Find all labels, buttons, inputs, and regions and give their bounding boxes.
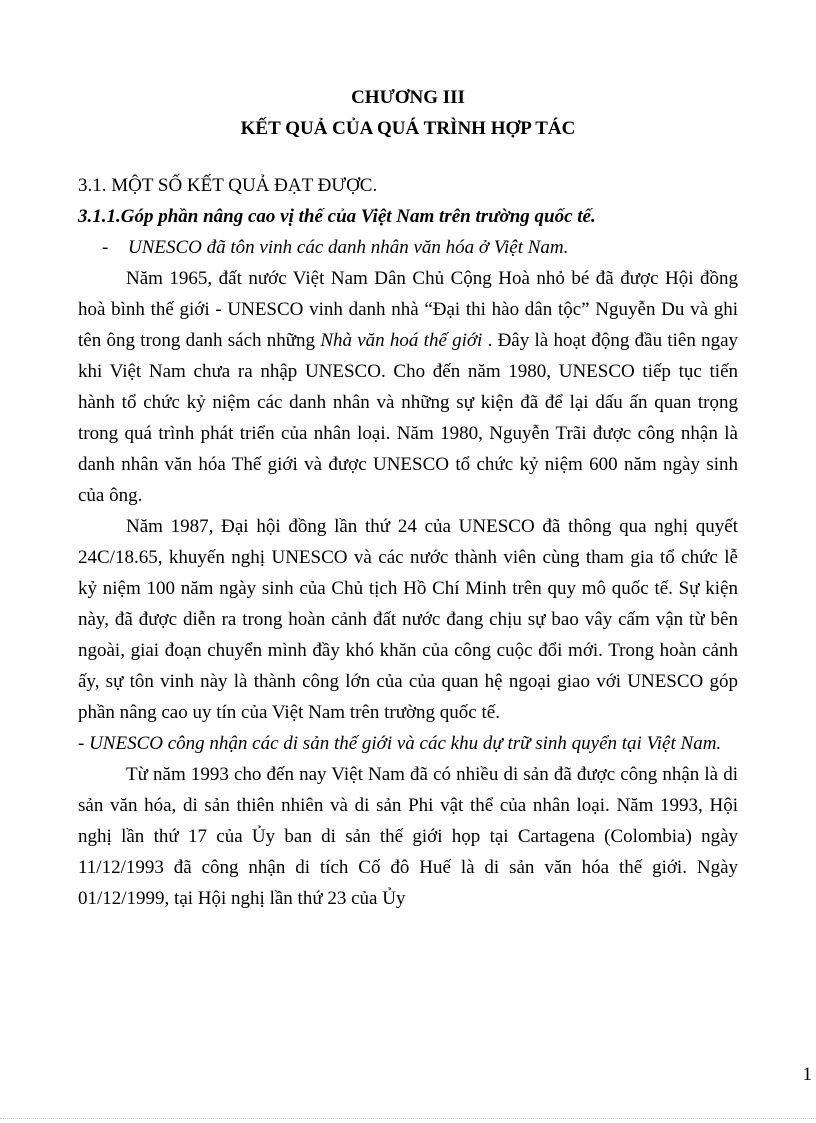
subsection-heading: 3.1.1.Góp phần nâng cao vị thế của Việt Nam trên trường quốc tế.	[78, 206, 596, 227]
paragraph-1-text-b: . Đây là hoạt động đầu tiên ngay khi Việt Nam chưa ra nhập UNESCO. Cho đến năm 1980, UNESCO tiếp tục tiến hành tổ chức kỷ niệm các danh nhân và những sự kiện đã để lại dấu ấn quan trọng trong quá trình phát triển của nhân loại. Năm 1980, Nguyễn Trãi được công nhận là danh nhân văn hóa Thế giới và được UNESCO tổ chức kỷ niệm 600 năm ngày sinh của ông.	[78, 330, 739, 506]
paragraph-1	[78, 263, 738, 511]
chapter-title: KẾT QUẢ CỦA QUÁ TRÌNH HỢP TÁC	[240, 118, 576, 139]
bullet-dash: -	[102, 237, 109, 258]
bullet-text: UNESCO đã tôn vinh các danh nhân văn hóa ở Việt Nam.	[128, 237, 569, 258]
page-content	[78, 82, 738, 914]
paragraph-1-emphasis: Nhà văn hoá thế giới	[320, 330, 483, 351]
page-number: 1	[802, 1064, 812, 1085]
paragraph-2: Năm 1987, Đại hội đồng lần thứ 24 của UNESCO đã thông qua nghị quyết 24C/18.65, khuyến nghị UNESCO và các nước thành viên cùng tham gia tổ chức lễ kỷ niệm 100 năm ngày sinh của Chủ tịch Hồ Chí Minh trên quy mô quốc tế. Sự kiện này, đã được diễn ra trong hoàn cảnh đất nước đang chịu sự bao vây cấm vận từ bên ngoài, giai đoạn chuyển mình đầy khó khăn của công cuộc đổi mới. Trong hoàn cảnh ấy, sự tôn vinh này là thành công lớn của của quan hệ ngoại giao với UNESCO góp phần nâng cao uy tín của Việt Nam trên trường quốc tế.	[78, 516, 738, 723]
paragraph-3: Từ năm 1993 cho đến nay Việt Nam đã có nhiều di sản đã được công nhận là di sản văn hóa, di sản thiên nhiên và di sản Phi vật thể của nhân loại. Năm 1993, Hội nghị lần thứ 17 của Ủy ban di sản thế giới họp tại Cartagena (Colombia) ngày 11/12/1993 đã công nhận di tích Cố đô Huế là di sản văn hóa thế giới. Ngày 01/12/1999, tại Hội nghị lần thứ 23 của Ủy	[78, 764, 738, 909]
chapter-number: CHƯƠNG III	[351, 87, 465, 108]
paragraph-1-text-a: Năm 1965, đất nước Việt Nam Dân Chủ Cộng Hoà nhỏ bé đã được Hội đồng hoà bình thế giới - UNESCO vinh danh nhà “Đại thi hào dân tộc” Nguyễn Du và ghi tên ông trong danh sách những	[78, 268, 738, 351]
page-bottom-divider	[0, 1118, 816, 1119]
bullet-item	[78, 232, 738, 263]
bullet-item-2: - UNESCO công nhận các di sản thế giới và các khu dự trữ sinh quyển tại Việt Nam.	[78, 733, 722, 754]
section-heading: 3.1. MỘT SỐ KẾT QUẢ ĐẠT ĐƯỢC.	[78, 175, 378, 196]
